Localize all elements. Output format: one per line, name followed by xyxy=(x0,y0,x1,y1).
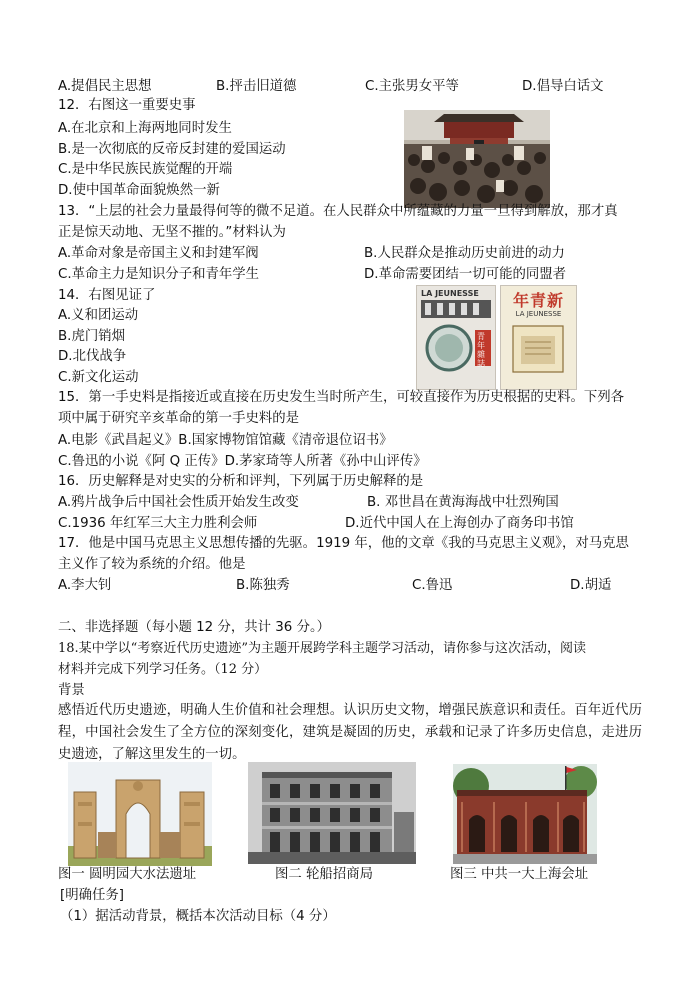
q17-option-c: C.鲁迅 xyxy=(412,578,453,593)
q13-stem-line1: 13．“上层的社会力量最得何等的微不足道。在人民群众中所蕴藏的力量一旦得到解放，那才真 xyxy=(58,204,618,219)
new-youth-cover xyxy=(500,285,577,390)
caption-figure1: 图一 圆明园大水法遗址 xyxy=(58,867,197,882)
task-heading: [明确任务] xyxy=(60,888,125,903)
youth-magazine-cover xyxy=(416,285,496,390)
q14-stem: 14．右图见证了 xyxy=(58,288,156,303)
q12-stem: 12．右图这一重要史事 xyxy=(58,98,196,113)
q12-option-a: A.在北京和上海两地同时发生 xyxy=(58,121,232,136)
q12-option-b: B.是一次彻底的反帝反封建的爱国运动 xyxy=(58,142,286,157)
q16-stem: 16．历史解释是对史实的分析和评判，下列属于历史解释的是 xyxy=(58,474,424,489)
q13-option-d: D.革命需要团结一切可能的同盟者 xyxy=(364,267,567,282)
new-youth-cover-title: 年青新 xyxy=(512,291,564,310)
yuanmingyuan-ruins-photo xyxy=(68,762,212,866)
q18-stem-line1: 18.某中学以“考察近代历史遗迹”为主题开展跨学科主题学习活动，请你参与这次活动，阅读 xyxy=(58,641,586,656)
q17-option-b: B.陈独秀 xyxy=(236,578,290,593)
q17-option-a: A.李大钊 xyxy=(58,578,112,593)
q18-stem-line2: 材料并完成下列学习任务。（12 分） xyxy=(58,662,268,677)
q13-option-a: A.革命对象是帝国主义和封建军阀 xyxy=(58,246,259,261)
q16-option-c: C.1936 年红军三大主力胜利会师 xyxy=(58,516,258,531)
youth-magazine-cover-side-title: 青年雜誌 xyxy=(477,332,485,368)
caption-figure3: 图三 中共一大上海会址 xyxy=(450,867,589,882)
q16-option-b: B. 邓世昌在黄海海战中壮烈殉国 xyxy=(367,495,559,510)
q11-option-a: A.提倡民主思想 xyxy=(58,79,152,94)
q17-stem-line1: 17．他是中国马克思主义思想传播的先驱。1919 年，他的文章《我的马克思主义观》，对马克思 xyxy=(58,536,629,551)
q15-stem-line2: 项中属于研究辛亥革命的第一手史料的是 xyxy=(58,411,300,426)
q13-option-b: B.人民群众是推动历史前进的动力 xyxy=(364,246,565,261)
new-youth-cover-subtitle: LA JEUNESSE xyxy=(515,310,562,318)
q16-option-a: A.鸦片战争后中国社会性质开始发生改变 xyxy=(58,495,299,510)
china-merchants-building-photo xyxy=(248,762,416,864)
q15-options-line1: A.电影《武昌起义》B.国家博物馆馆藏《清帝退位诏书》 xyxy=(58,433,393,448)
q15-stem-line1: 15．第一手史料是指接近或直接在历史发生当时所产生，可较直接作为历史根据的史料。下列各 xyxy=(58,390,625,405)
may-fourth-protest-photo xyxy=(404,110,550,208)
q12-option-c: C.是中华民族民族觉醒的开端 xyxy=(58,162,233,177)
q11-option-b: B.抨击旧道德 xyxy=(216,79,297,94)
q11-option-d: D.倡导白话文 xyxy=(522,79,604,94)
task1: （1）据活动背景，概括本次活动目标（4 分） xyxy=(60,909,336,924)
q11-option-c: C.主张男女平等 xyxy=(365,79,459,94)
youth-magazine-cover-title: LA JEUNESSE xyxy=(421,289,479,298)
q15-options-line2: C.鲁迅的小说《阿 Q 正传》D.茅家琦等人所著《孙中山评传》 xyxy=(58,454,427,469)
q14-option-c: C.新文化运动 xyxy=(58,370,139,385)
q13-stem-line2: 正是惊天动地、无坚不摧的。”材料认为 xyxy=(58,225,286,240)
q12-option-d: D.使中国革命面貌焕然一新 xyxy=(58,183,220,198)
q17-stem-line2: 主义作了较为系统的介绍。他是 xyxy=(58,557,246,572)
q17-option-d: D.胡适 xyxy=(570,578,612,593)
first-cpc-congress-site-photo xyxy=(453,764,597,864)
background-label: 背景 xyxy=(58,683,85,698)
q14-option-b: B.虎门销烟 xyxy=(58,329,126,344)
background-text: 感悟近代历史遗迹，明确人生价值和社会理想。认识历史文物，增强民族意识和责任。百年近代历程，中国社会发生了全方位的深刻变化，建筑是凝固的历史，承载和记录了许多历史信息，走进历史遗迹，了解这里发生的一切。 xyxy=(58,703,642,762)
q14-option-a: A.义和团运动 xyxy=(58,308,139,323)
section2-heading: 二、非选择题（每小题 12 分，共计 36 分。） xyxy=(58,620,331,635)
caption-figure2: 图二 轮船招商局 xyxy=(275,867,373,882)
q13-option-c: C.革命主力是知识分子和青年学生 xyxy=(58,267,260,282)
q14-option-d: D.北伐战争 xyxy=(58,349,127,364)
q16-option-d: D.近代中国人在上海创办了商务印书馆 xyxy=(345,516,574,531)
